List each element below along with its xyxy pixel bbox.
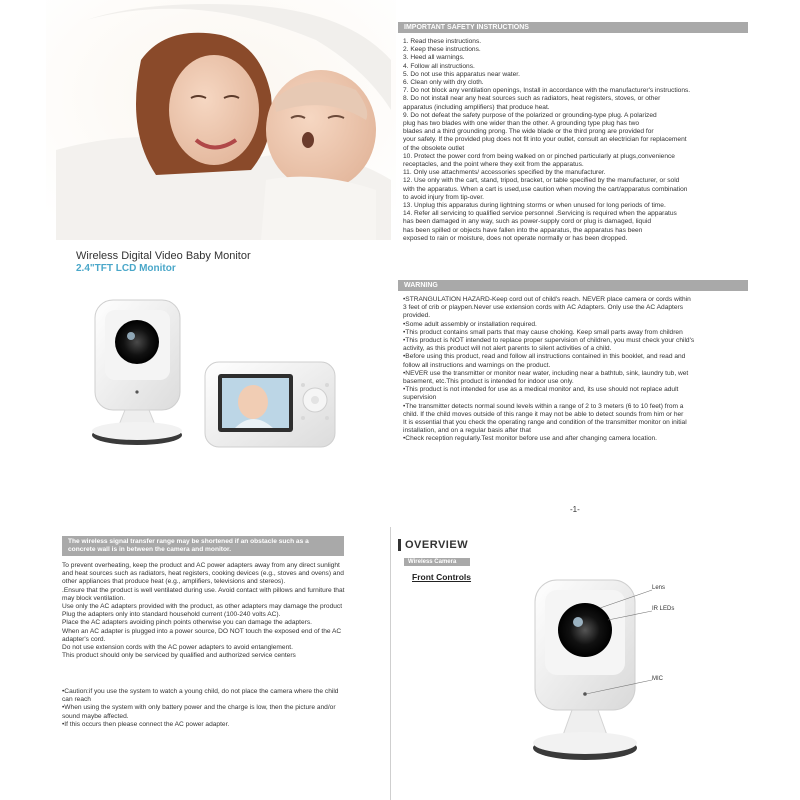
safety-heading: IMPORTANT SAFETY INSTRUCTIONS [398, 22, 748, 33]
range-notice-item: To prevent overheating, keep the product and AC power adapters away from any direct sunlight [62, 562, 340, 569]
range-notice-heading-line2: concrete wall is in between the camera and monitor. [68, 546, 232, 553]
range-notice-item: Use only the AC adapters provided with the product, as other adapters may damage the product [62, 603, 343, 611]
safety-item: 13. Unplug this apparatus during lightning storms or when unused for long periods of time. [403, 202, 666, 210]
safety-item: 11. Only use attachments/ accessories specified by the manufacturer. [403, 169, 606, 177]
warning-item: •NEVER use the transmitter or monitor near water, including near a bathtub, sink, laundry tub, wet [403, 369, 689, 377]
page-number: -1- [570, 505, 580, 514]
overview-camera-image [520, 570, 660, 790]
range-notice-item: Do not use extension cords with the AC power adapters to avoid entanglement. [62, 644, 293, 652]
warning-item: basement, etc.This product is intended for indoor use only. [403, 378, 574, 386]
warning-item: •This product contains small parts that may cause choking. Keep small parts away from children [403, 328, 683, 336]
warning-list [403, 296, 753, 444]
warning-item: •Some adult assembly or installation required. [403, 320, 537, 328]
overview-tag: Wireless Camera [404, 558, 470, 566]
product-subtitle: 2.4"TFT LCD Monitor [76, 263, 176, 274]
caution-list [62, 688, 392, 729]
range-notice-heading [62, 536, 344, 556]
safety-item: 9. Do not defeat the safety purpose of the polarized or grounding-type plug. A polarized [403, 111, 657, 119]
safety-item: 2. Keep these instructions. [403, 46, 481, 54]
warning-item: provided. [403, 312, 431, 320]
mother-baby-photo [46, 0, 396, 240]
caution-item: •Caution:if you use the system to watch a young child, do not place the camera where the child [62, 688, 339, 695]
safety-item: 3. Heed all warnings. [403, 54, 465, 62]
safety-item: 12. Use only with the cart, stand, tripod, bracket, or table specified by the manufacturer, or sold [403, 177, 680, 185]
range-notice-item: and heat sources such as radiators, heat registers, cooking devices (e.g., stoves and ovens) and [62, 570, 344, 578]
warning-item: supervision [403, 394, 437, 402]
warning-item: •The transmitter detects normal sound levels within a range of 2 to 3 meters (6 to 10 feet) from a [403, 402, 684, 410]
safety-item: 4. Follow all instructions. [403, 62, 475, 70]
safety-item: apparatus (including amplifiers) that produce heat. [403, 103, 550, 111]
range-notice-item: When an AC adapter is plugged into a power source, DO NOT touch the exposed end of the AC [62, 627, 342, 635]
range-notice-item: may block ventilation. [62, 594, 126, 602]
safety-item: your safety. If the provided plug does not fit into your outlet, consult an electrician for replacement [403, 136, 687, 144]
caution-item: •When using the system with only battery power and the charge is low, then the picture and/or [62, 704, 336, 712]
callout-ir-leds: IR LEDs [652, 606, 675, 612]
safety-item: blades and a third grounding prong. The wide blade or the third prong are provided for [403, 128, 654, 136]
range-notice-list [62, 562, 392, 660]
warning-item: 3 feet of crib or playpen.Never use extension cords with AC Adapters. Only use the AC Adapters [403, 304, 684, 312]
warning-item: follow all instructions and warnings on the product. [403, 361, 551, 369]
caution-item: can reach [62, 696, 91, 704]
safety-item: to avoid injury from tip-over. [403, 193, 484, 201]
warning-item: •Before using this product, read and follow all instructions contained in this booklet, and read and [403, 353, 686, 361]
range-notice-item: other appliances that produce heat (e.g., amplifiers, televisions and stereos). [62, 578, 286, 586]
safety-item: has been spilled or objects have fallen into the apparatus, the apparatus has been [403, 226, 643, 234]
warning-item: •This product is NOT intended to replace proper supervision of children, you must check your child's [403, 337, 695, 345]
product-title: Wireless Digital Video Baby Monitor [76, 250, 251, 262]
safety-item: 1. Read these instructions. [403, 38, 482, 45]
safety-item: receptacles, and the point where they exit from the apparatus. [403, 161, 584, 169]
warning-heading: WARNING [398, 280, 748, 291]
overview-title: OVERVIEW [398, 539, 468, 551]
range-notice-item: This product should only be serviced by qualified and authorized service centers [62, 652, 296, 660]
warning-item: activity, as this product will not alert parents to silent activities of a child. [403, 345, 612, 353]
callout-mic: MIC [652, 676, 663, 682]
safety-item: 10. Protect the power cord from being walked on or pinched particularly at plugs,convenience [403, 152, 675, 160]
safety-item: with the apparatus. When a cart is used,use caution when moving the cart/apparatus combination [403, 185, 688, 193]
range-notice-item: .Ensure that the product is well ventilated during use. Avoid contact with pillows and furniture that [62, 586, 345, 594]
safety-item: plug has two blades with one wider than the other. A grounding type plug has two [403, 120, 640, 128]
safety-item: 8. Do not install near any heat sources such as radiators, heat registers, stoves, or other [403, 95, 661, 103]
range-notice-item: Place the AC adapters avoiding pinch points otherwise you can damage the adapters. [62, 619, 312, 627]
warning-item: •This product is not intended for use as a medical monitor and, its use should not replace adult [403, 386, 679, 394]
safety-item: exposed to rain or moisture, does not operate normally or has been dropped. [403, 234, 628, 242]
callout-lens: Lens [652, 585, 666, 591]
safety-item: 5. Do not use this apparatus near water. [403, 70, 520, 78]
warning-item: It is essential that you check the operating range and condition of the transmitter monitor on initial [403, 419, 687, 427]
safety-item: 7. Do not block any ventilation openings, Install in accordance with the manufacturer's instructions. [403, 87, 691, 95]
caution-item: sound maybe affected. [62, 712, 129, 720]
range-notice-heading-line1: The wireless signal transfer range may be shortened if an obstacle such as a [68, 538, 309, 545]
safety-item: 6. Clean only with dry cloth. [403, 79, 484, 87]
warning-item: •STRANGULATION HAZARD-Keep cord out of child's reach. NEVER place camera or cords within [403, 296, 691, 303]
warning-item: child. If the child moves outside of this range it may not be able to detect sounds from him or her [403, 410, 684, 418]
safety-list [403, 38, 753, 243]
warning-item: installation, and on a regular basis after that [403, 427, 531, 435]
safety-item: 14. Refer all servicing to qualified service personnel .Servicing is required when the apparatus [403, 210, 677, 218]
front-controls-heading: Front Controls [412, 572, 472, 582]
range-notice-item: adapter's cord. [62, 635, 106, 643]
range-notice-item: Plug the adapters only into standard household current (100-240 volts AC). [62, 611, 281, 619]
camera-and-monitor-image [85, 290, 345, 460]
safety-item: has been damaged in any way, such as power-supply cord or plug is damaged, liquid [403, 218, 652, 226]
caution-item: •If this occurs then please connect the AC power adapter. [62, 720, 230, 728]
safety-item: of the obsolete outlet [403, 144, 465, 152]
warning-item: •Check reception regularly.Test monitor before use and after changing camera location. [403, 435, 657, 443]
